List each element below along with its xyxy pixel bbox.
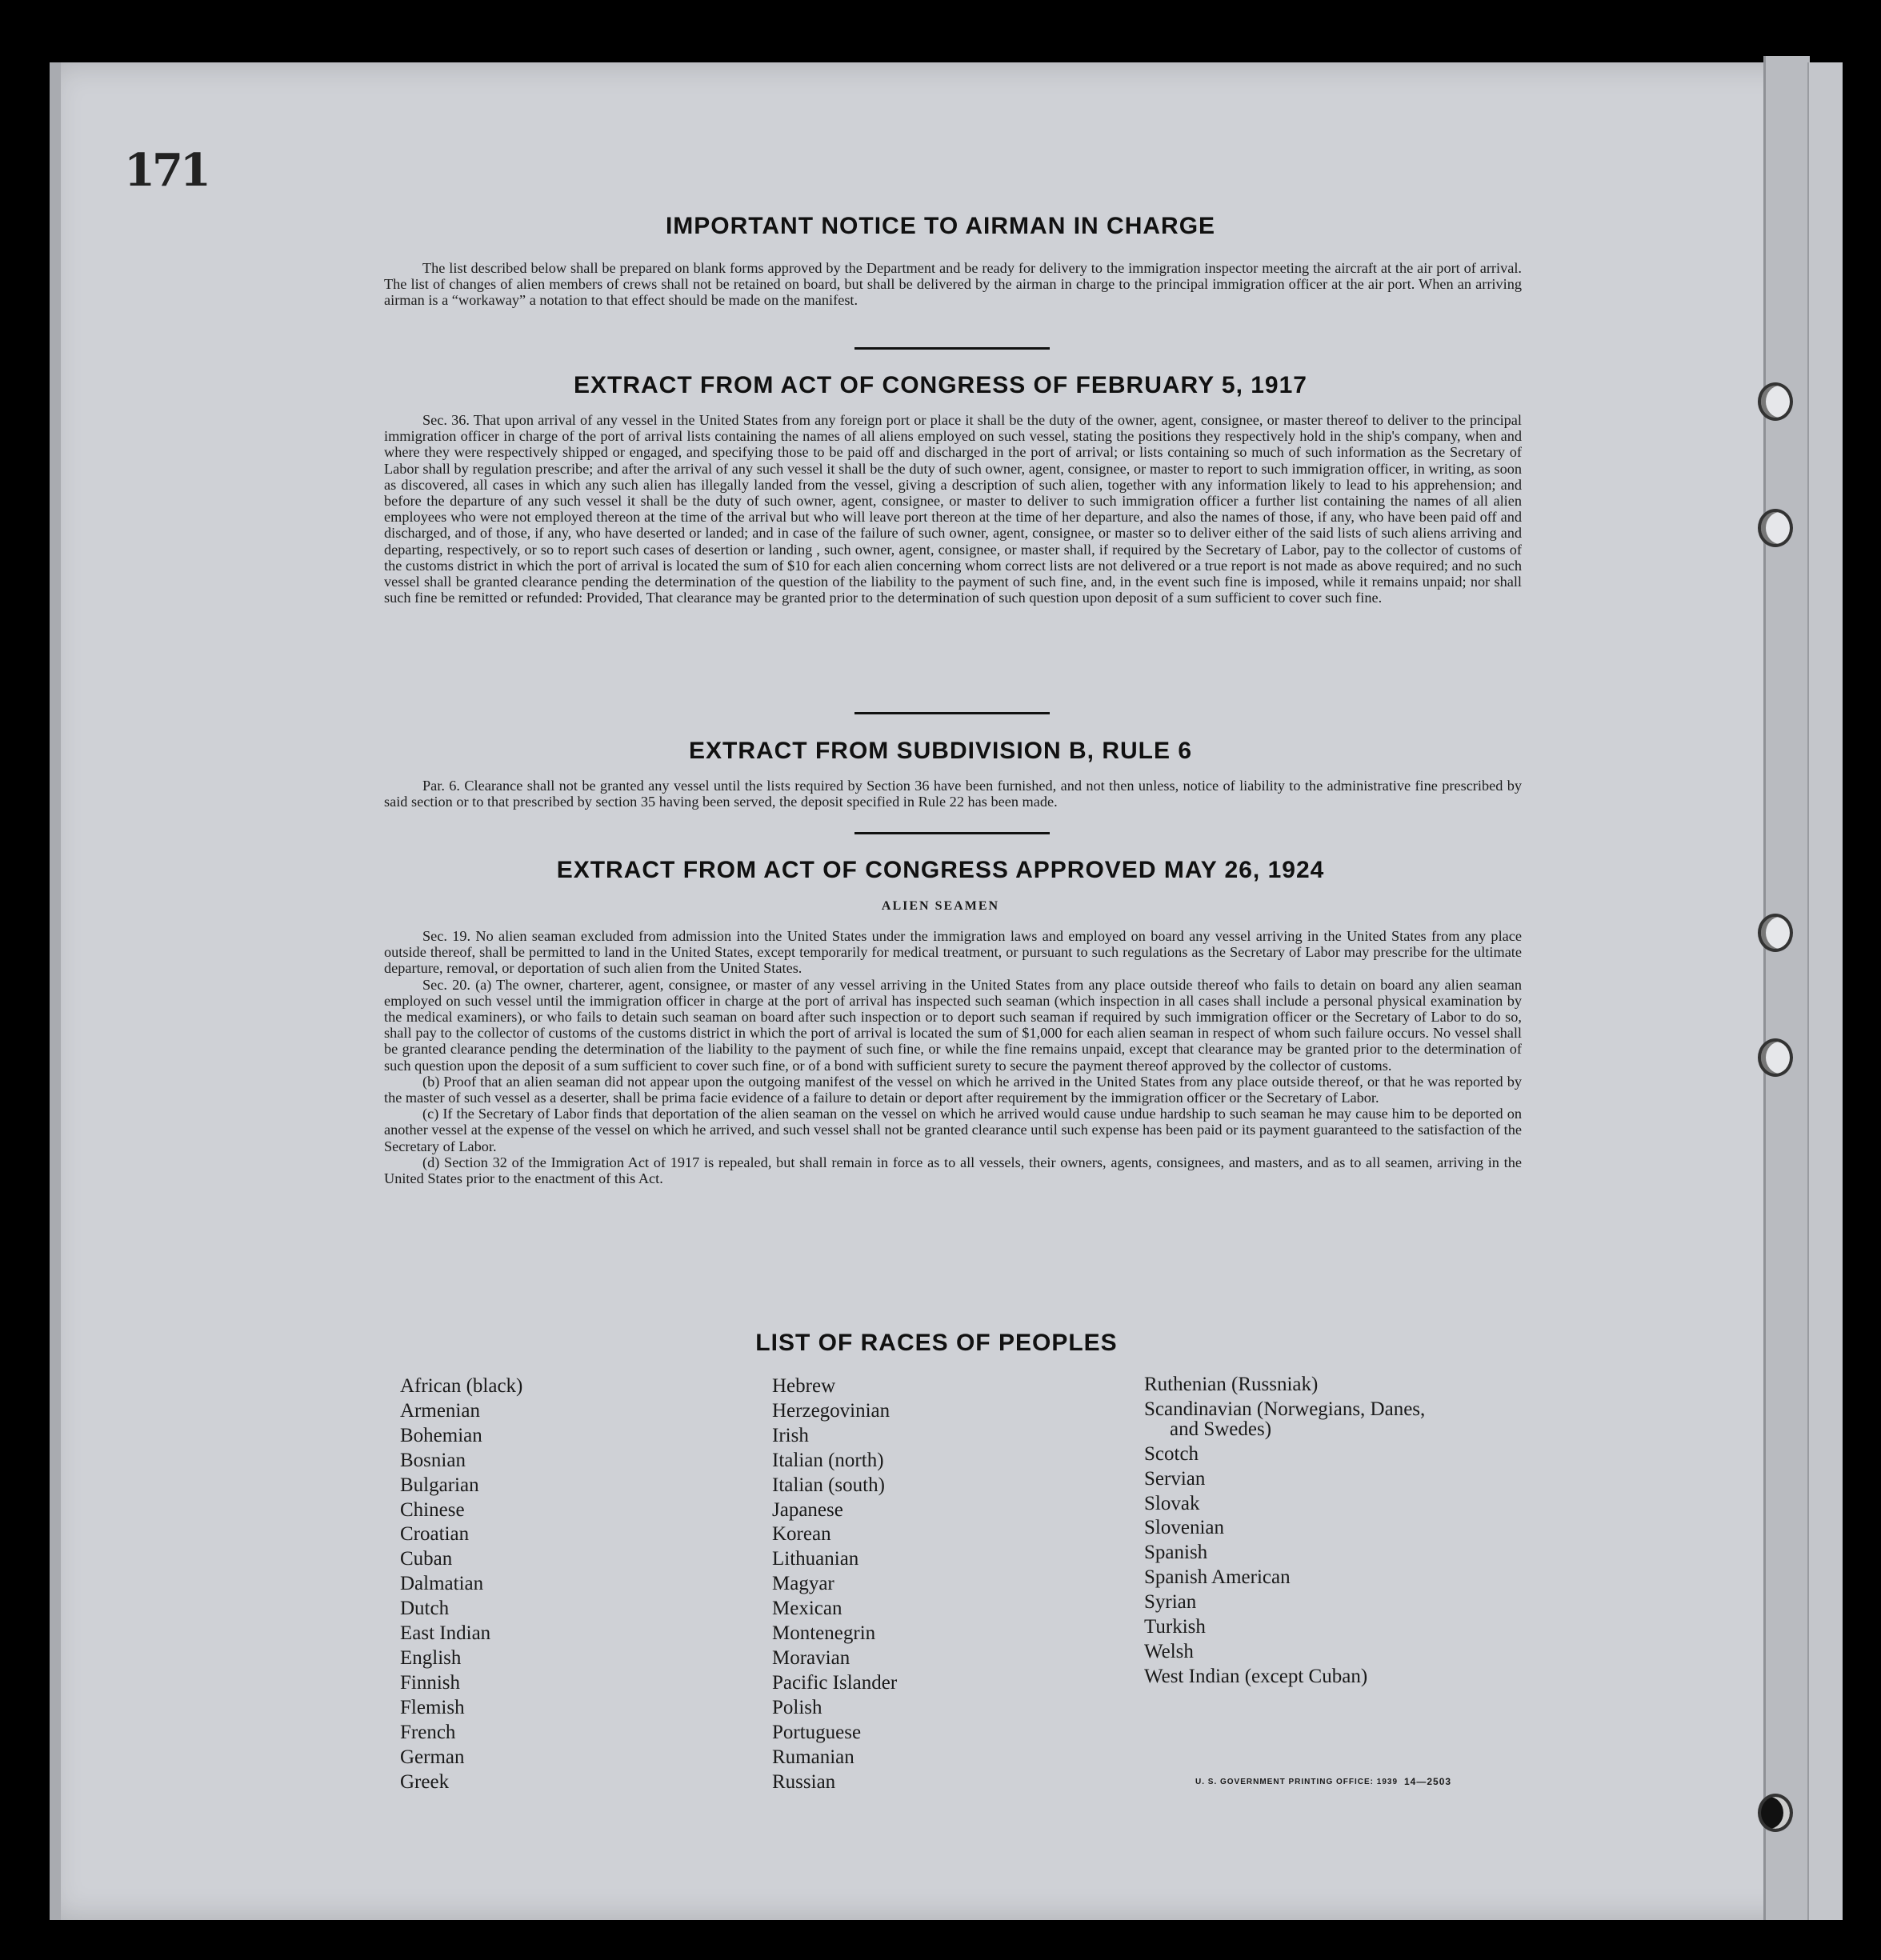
race-item: Chinese (400, 1498, 465, 1521)
race-item: Cuban (400, 1548, 453, 1570)
race-item: English (400, 1646, 462, 1669)
race-item: Bosnian (400, 1449, 466, 1471)
race-item: Hebrew (772, 1375, 836, 1397)
sec-19-paragraph: Sec. 19. No alien seaman excluded from admission into the United States under the immigration laws and employed on board any vessel arriving in the United States from any place outside thereof, shall be permitted to land in the United States, except temporarily for medical treatment, or pursuant to such regulations as the Secretary of Labor may prescribe for the ultimate departure, removal, or deportation of such alien from the United States. (384, 928, 1522, 977)
race-item: Pacific Islander (772, 1671, 898, 1694)
race-item: African (black) (400, 1375, 523, 1397)
race-item: Spanish (1144, 1542, 1208, 1564)
race-item: Greek (400, 1770, 450, 1793)
races-title: LIST OF RACES OF PEOPLES (755, 1330, 1118, 1356)
race-item: Bohemian (400, 1424, 482, 1446)
race-item: West Indian (except Cuban) (1144, 1665, 1368, 1687)
form-number: 14—2503 (1404, 1776, 1452, 1787)
binder-hole-icon (1758, 1794, 1793, 1832)
sec-36-paragraph: Sec. 36. That upon arrival of any vessel in the United States from any foreign port or place it shall be the duty of the owner, agent, consignee, or master thereof to deliver to the principal immigration officer in charge of the port of arrival lists containing the names of all aliens employed on such vessel, stating the positions they respectively hold in the ship's company, when and where they were respectively shipped or engaged, and specifying those to be paid off and discharged in the port of arrival; or lists containing so much of such information as the Secretary of Labor shall by regulation prescribe; and after the arrival of any such vessel it shall be the duty of such owner, agent, consignee, or master to report to such immigration officer, in writing, as soon as discovered, all cases in which any such alien has illegally landed from the vessel, giving a description of such alien, together with any information likely to lead to his apprehension; and before the departure of any such vessel it shall be the duty of such owner, agent, consignee, or master to deliver to such immigration officer a further list containing the names of all alien employees who were not employed thereon at the time of the arrival but who will leave port thereon at the time of her departure, and also the names of those, if any, who have been paid off and discharged, and of those, if any, who have deserted or landed; and in case of the failure of such owner, agent, consignee, or master so to deliver either of the said lists of such aliens arriving and departing, respectively, or so to report such cases of desertion or landing , such owner, agent, consignee, or master shall, if required by the Secretary of Labor, pay to the collector of customs of the customs district in which the port of arrival is located the sum of $10 for each alien concerning whom correct lists are not delivered or a true report is not made as above required; and no such vessel shall be granted clearance pending the determination of the question of the liability to the payment of such fine, and, in the event such fine is imposed, while it remains unpaid; nor shall such fine be remitted or refunded: Provided, That clearance may be granted prior to the determination of such question upon deposit of a sum sufficient to cover such fine. (384, 412, 1522, 606)
race-item: Magyar (772, 1573, 834, 1595)
race-item: Italian (north) (772, 1449, 884, 1471)
race-item: Slovak (1144, 1492, 1200, 1514)
race-item: Croatian (400, 1523, 470, 1546)
page-right-edge (1763, 56, 1810, 1920)
race-item: French (400, 1721, 456, 1743)
act-1917-title: EXTRACT FROM ACT OF CONGRESS OF FEBRUARY 5, 1917 (574, 372, 1307, 398)
race-item: Scandinavian (Norwegians, Danes, (1144, 1398, 1426, 1420)
races-column-2 (772, 1374, 897, 1794)
races-column-3 (1144, 1373, 1425, 1690)
binder-hole-icon (1758, 1038, 1793, 1077)
notice-paragraph: The list described below shall be prepared on blank forms approved by the Department and be ready for delivery to the immigration inspector meeting the aircraft at the air port of arrival. The list of changes of alien members of crews shall not be retained on board, but shall be delivered by the airman in charge to the principal immigration officer at the air port. When an arriving airman is a “workaway” a notation to that effect should be made on the manifest. (384, 260, 1522, 309)
race-item: Moravian (772, 1646, 850, 1669)
race-item: Syrian (1144, 1591, 1197, 1614)
act-1924-body (384, 928, 1522, 1186)
race-item: Dutch (400, 1598, 450, 1620)
race-item: Korean (772, 1523, 831, 1546)
printer-imprint: U. S. GOVERNMENT PRINTING OFFICE: 1939 (1195, 1778, 1399, 1786)
race-item-continuation: and Swedes) (1170, 1418, 1272, 1440)
race-item: Irish (772, 1424, 809, 1446)
races-column-1 (400, 1374, 522, 1794)
race-item: Spanish American (1144, 1566, 1291, 1589)
rule-6-title: EXTRACT FROM SUBDIVISION B, RULE 6 (688, 738, 1193, 764)
race-item: Turkish (1144, 1616, 1206, 1638)
notice-title: IMPORTANT NOTICE TO AIRMAN IN CHARGE (665, 213, 1216, 239)
notice-body (384, 260, 1522, 309)
page-number: 171 (124, 144, 208, 197)
race-item: Italian (south) (772, 1474, 885, 1496)
race-item: Armenian (400, 1399, 480, 1422)
race-item: Dalmatian (400, 1573, 484, 1595)
race-item: Servian (1144, 1467, 1206, 1490)
race-item: Scotch (1144, 1442, 1199, 1465)
race-item: Welsh (1144, 1640, 1194, 1662)
alien-seamen-subtitle: ALIEN SEAMEN (881, 899, 1000, 913)
sec-20d-paragraph: (d) Section 32 of the Immigration Act of 1917 is repealed, but shall remain in force as to all vessels, their owners, agents, consignees, and masters, and as to all seamen, arriving in the United States prior to the enactment of this Act. (384, 1154, 1522, 1187)
page-left-edge (50, 62, 61, 1920)
act-1924-title: EXTRACT FROM ACT OF CONGRESS APPROVED MAY 26, 1924 (556, 857, 1325, 883)
sec-20c-paragraph: (c) If the Secretary of Labor finds that deportation of the alien seaman on the vessel on which he arrived would cause undue hardship to such seaman he may cause him to be deported on another vessel at the expense of the vessel on which he arrived, and such vessel shall not be granted clearance until such expense has been paid or its payment guaranteed to the satisfaction of the Secretary of Labor. (384, 1106, 1522, 1154)
race-item: Herzegovinian (772, 1399, 890, 1422)
section-divider (854, 712, 1050, 714)
race-item: Flemish (400, 1696, 465, 1718)
race-item: Lithuanian (772, 1548, 859, 1570)
race-item: Slovenian (1144, 1517, 1224, 1539)
sec-20b-paragraph: (b) Proof that an alien seaman did not appear upon the outgoing manifest of the vessel on which he arrived in the United States from any place outside thereof, or that he was reported by the master of such vessel as a deserter, shall be prima facie evidence of a failure to detain or deport after requirement by the immigration officer or the Secretary of Labor. (384, 1073, 1522, 1106)
page-stack-edge (1807, 62, 1843, 1920)
section-divider (854, 832, 1050, 834)
race-item: Polish (772, 1696, 822, 1718)
race-item: German (400, 1746, 465, 1768)
race-item: Montenegrin (772, 1622, 876, 1645)
binder-hole-icon (1758, 509, 1793, 547)
rule-6-body (384, 778, 1522, 810)
par-6-paragraph: Par. 6. Clearance shall not be granted any vessel until the lists required by Section 36 have been furnished, and not then unless, notice of liability to the administrative fine prescribed by said section or to that prescribed by section 35 having been served, the deposit specified in Rule 22 has been made. (384, 778, 1522, 810)
race-item: Rumanian (772, 1746, 854, 1768)
race-item: Portuguese (772, 1721, 862, 1743)
race-item: Finnish (400, 1671, 461, 1694)
race-item: Japanese (772, 1498, 843, 1521)
race-item: East Indian (400, 1622, 491, 1645)
race-item: Mexican (772, 1598, 842, 1620)
section-divider (854, 347, 1050, 350)
race-item: Bulgarian (400, 1474, 479, 1496)
act-1917-body (384, 412, 1522, 606)
race-item: Ruthenian (Russniak) (1144, 1374, 1319, 1395)
binder-hole-icon (1758, 914, 1793, 952)
sec-20a-paragraph: Sec. 20. (a) The owner, charterer, agent, consignee, or master of any vessel arriving in the United States from any place outside thereof who fails to detain on board any alien seaman employed on such vessel until the immigration officer in charge at the port of arrival has inspected such seaman (which inspection in all cases shall include a personal physical examination by the medical examiners), or who fails to detain such seaman on board after such inspection or to deport such seaman if required by such immigration officer or the Secretary of Labor to do so, shall pay to the collector of customs of the customs district in which the port of arrival is located the sum of $1,000 for each alien seaman in respect of whom such failure occurs. No vessel shall be granted clearance pending the determination of the liability to the payment of such fine, or while the fine remains unpaid, except that clearance may be granted prior to the determination of such question upon the deposit of a sum sufficient to cover such fine, or of a bond with sufficient surety to secure the payment thereof approved by the collector of customs. (384, 976, 1522, 1074)
race-item: Russian (772, 1770, 836, 1793)
